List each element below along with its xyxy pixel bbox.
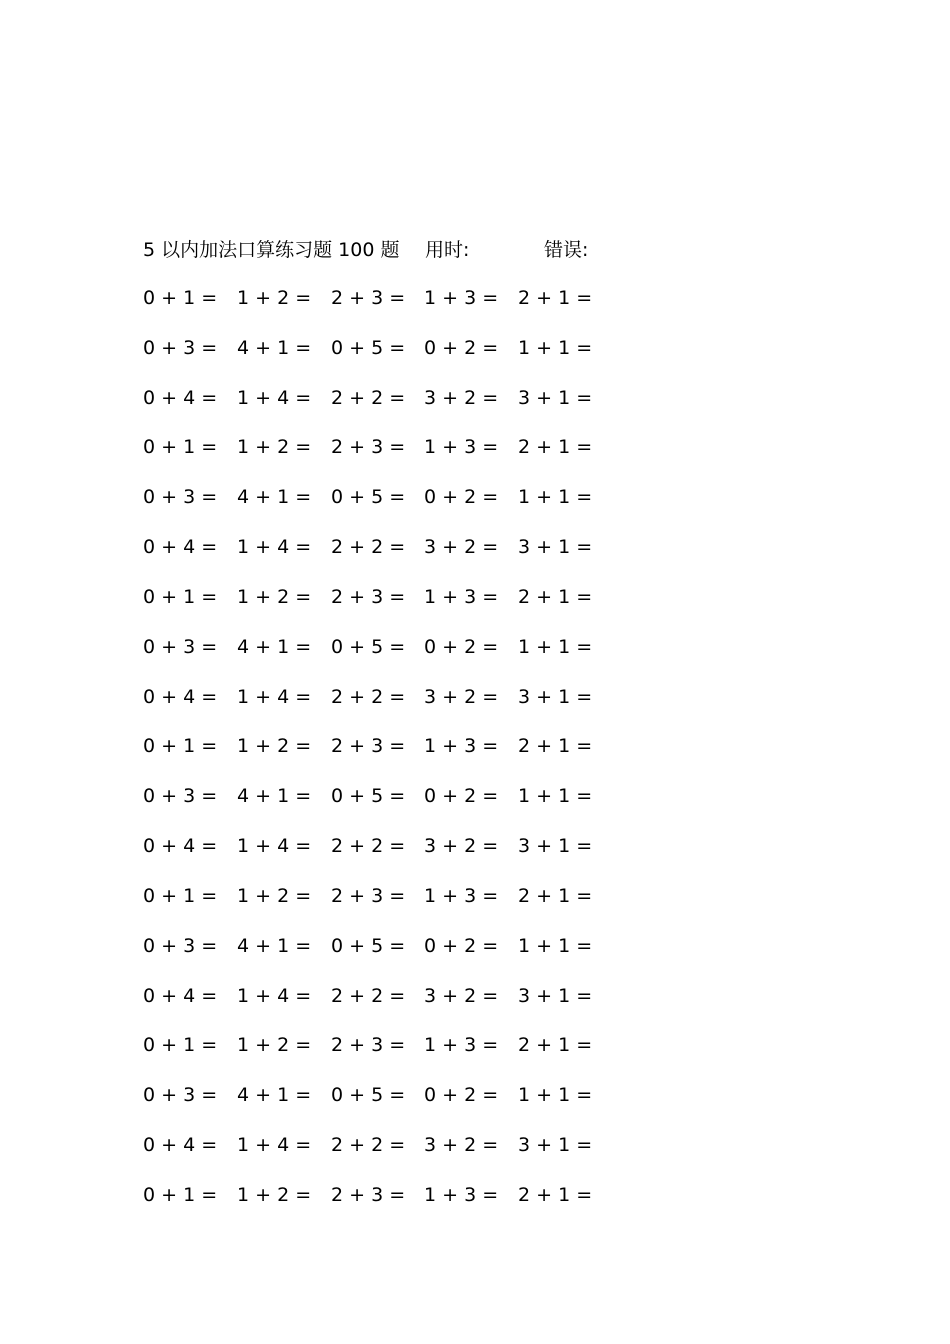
addition-problem: 0 + 1 = [143,884,218,907]
addition-problem: 1 + 3 = [424,735,499,758]
addition-problem: 0 + 1 = [143,1183,218,1206]
addition-problem: 1 + 1 = [518,336,593,359]
addition-problem: 0 + 3 = [143,336,218,359]
addition-problem: 2 + 1 = [518,585,593,608]
addition-problem: 3 + 2 = [424,536,499,559]
addition-problem: 0 + 3 = [143,1084,218,1107]
addition-problem: 4 + 1 = [237,486,312,509]
addition-problem: 1 + 2 = [237,287,312,309]
addition-problem: 1 + 3 = [424,287,499,309]
addition-problem: 1 + 4 = [237,835,312,858]
addition-problem: 2 + 3 = [331,585,406,608]
addition-problem: 0 + 4 = [143,386,218,409]
problem-row [143,932,663,982]
addition-problem: 0 + 2 = [424,486,499,509]
addition-problem: 2 + 2 = [331,536,406,559]
addition-problem: 2 + 1 = [518,436,593,459]
addition-problem: 0 + 1 = [143,585,218,608]
problem-row [143,832,663,882]
addition-problem: 1 + 1 = [518,486,593,509]
addition-problem: 4 + 1 = [237,635,312,658]
addition-problem: 0 + 2 = [424,934,499,957]
addition-problem: 0 + 3 = [143,934,218,957]
problem-row [143,583,663,633]
problem-row [143,782,663,832]
addition-problem: 1 + 3 = [424,1183,499,1206]
addition-problem: 0 + 1 = [143,735,218,758]
addition-problem: 2 + 2 = [331,685,406,708]
addition-problem: 1 + 1 = [518,1084,593,1107]
addition-problem: 2 + 1 = [518,884,593,907]
addition-problem: 1 + 1 = [518,934,593,957]
addition-problem: 3 + 1 = [518,1134,593,1157]
addition-problem: 3 + 1 = [518,835,593,858]
addition-problem: 1 + 3 = [424,1034,499,1057]
addition-problem: 3 + 1 = [518,685,593,708]
problem-grid [143,284,663,1231]
problem-row [143,384,663,434]
addition-problem: 1 + 3 = [424,436,499,459]
problem-row [143,483,663,533]
addition-problem: 0 + 2 = [424,785,499,808]
addition-problem: 1 + 2 = [237,1034,312,1057]
problem-row [143,1081,663,1131]
addition-problem: 2 + 2 = [331,386,406,409]
problem-row [143,1181,663,1231]
addition-problem: 0 + 3 = [143,486,218,509]
addition-problem: 1 + 2 = [237,735,312,758]
addition-problem: 3 + 2 = [424,685,499,708]
addition-problem: 4 + 1 = [237,1084,312,1107]
addition-problem: 1 + 1 = [518,785,593,808]
problem-row [143,284,663,334]
addition-problem: 3 + 1 = [518,386,593,409]
problem-row [143,533,663,583]
addition-problem: 0 + 2 = [424,336,499,359]
addition-problem: 0 + 3 = [143,785,218,808]
addition-problem: 1 + 1 = [518,635,593,658]
addition-problem: 1 + 2 = [237,585,312,608]
addition-problem: 3 + 2 = [424,386,499,409]
addition-problem: 2 + 3 = [331,436,406,459]
problem-row [143,982,663,1032]
addition-problem: 4 + 1 = [237,336,312,359]
addition-problem: 1 + 2 = [237,1183,312,1206]
time-used-label: 用时: [425,239,470,261]
problem-row [143,732,663,782]
problem-row [143,882,663,932]
problem-row [143,633,663,683]
addition-problem: 0 + 3 = [143,635,218,658]
addition-problem: 0 + 4 = [143,984,218,1007]
addition-problem: 0 + 4 = [143,835,218,858]
addition-problem: 0 + 1 = [143,1034,218,1057]
addition-problem: 4 + 1 = [237,934,312,957]
addition-problem: 0 + 2 = [424,1084,499,1107]
problem-row [143,433,663,483]
addition-problem: 3 + 2 = [424,1134,499,1157]
addition-problem: 0 + 4 = [143,536,218,559]
addition-problem: 3 + 2 = [424,984,499,1007]
addition-problem: 2 + 1 = [518,287,593,309]
addition-problem: 2 + 1 = [518,735,593,758]
addition-problem: 2 + 1 = [518,1183,593,1206]
addition-problem: 1 + 2 = [237,436,312,459]
addition-problem: 1 + 3 = [424,884,499,907]
addition-problem: 0 + 4 = [143,1134,218,1157]
addition-problem: 0 + 5 = [331,934,406,957]
problem-row [143,1031,663,1081]
addition-problem: 2 + 3 = [331,1183,406,1206]
addition-problem: 3 + 1 = [518,984,593,1007]
addition-problem: 0 + 1 = [143,436,218,459]
addition-problem: 1 + 4 = [237,536,312,559]
addition-problem: 0 + 5 = [331,486,406,509]
addition-problem: 2 + 2 = [331,984,406,1007]
addition-problem: 2 + 3 = [331,884,406,907]
problem-row [143,334,663,384]
addition-problem: 2 + 3 = [331,287,406,309]
addition-problem: 1 + 4 = [237,984,312,1007]
addition-problem: 2 + 2 = [331,1134,406,1157]
worksheet-header [143,236,663,264]
addition-problem: 1 + 3 = [424,585,499,608]
addition-problem: 2 + 3 = [331,735,406,758]
worksheet-title: 5 以内加法口算练习题 100 题 [143,239,400,261]
addition-problem: 3 + 2 = [424,835,499,858]
addition-problem: 2 + 1 = [518,1034,593,1057]
addition-problem: 0 + 2 = [424,635,499,658]
addition-problem: 1 + 4 = [237,1134,312,1157]
addition-problem: 4 + 1 = [237,785,312,808]
addition-problem: 1 + 2 = [237,884,312,907]
addition-problem: 2 + 2 = [331,835,406,858]
addition-problem: 3 + 1 = [518,536,593,559]
addition-problem: 1 + 4 = [237,685,312,708]
addition-problem: 0 + 5 = [331,1084,406,1107]
addition-problem: 0 + 1 = [143,287,218,309]
errors-label: 错误: [544,239,589,261]
problem-row [143,683,663,733]
addition-problem: 0 + 4 = [143,685,218,708]
addition-problem: 0 + 5 = [331,785,406,808]
problem-row [143,1131,663,1181]
addition-problem: 2 + 3 = [331,1034,406,1057]
addition-problem: 0 + 5 = [331,336,406,359]
addition-problem: 1 + 4 = [237,386,312,409]
addition-problem: 0 + 5 = [331,635,406,658]
